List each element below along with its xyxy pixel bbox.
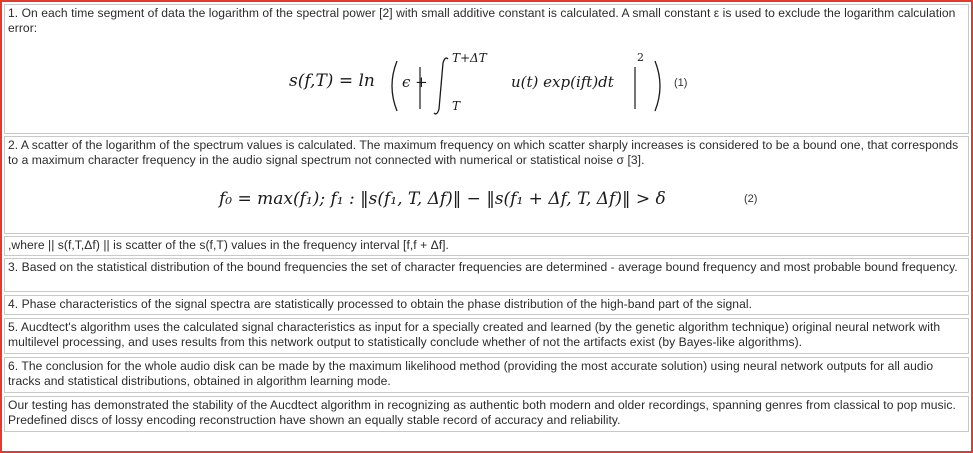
eq1-power: 2 — [637, 51, 644, 64]
section-3 — [4, 258, 969, 292]
paragraph-5: 5. Aucdtect's algorithm uses the calculated signal characteristics as input for a specially created and learned (by the genetic algorithm technique) original neural network with multilevel processing, and uses results from this network output to statistically conclude whether of not the artifacts exist (by Bayes-like algorithms). — [8, 320, 941, 349]
section-5 — [4, 318, 969, 354]
eq1-integrand: u(t) exp(ift)dt — [511, 73, 614, 91]
eq1-number: (1) — [674, 77, 688, 89]
section-6 — [4, 357, 969, 393]
eq1-epsilon-plus: ϵ + — [402, 73, 428, 91]
paragraph-where: ,where || s(f,T,Δf) || is scatter of the s(f,T) values in the frequency interval [f,f + Δf]. — [8, 238, 449, 252]
eq1-lower-limit: T — [452, 99, 461, 113]
paragraph-6: 6. The conclusion for the whole audio disk can be made by the maximum likelihood method (providing the most accurate solution) using neural network outputs for all audio tracks and statistical distributions, obtained in algorithm learning mode. — [8, 359, 934, 388]
eq2-number: (2) — [744, 193, 758, 205]
equation-2 — [5, 185, 968, 219]
section-4 — [4, 295, 969, 315]
section-1 — [4, 4, 969, 134]
paragraph-2: 2. A scatter of the logarithm of the spectrum values is calculated. The maximum frequency on which scatter sharply increases is considered to be a bound one, that corresponds to a maximum character frequency in the audio signal spectrum not connected with numerical or statistical noise σ [3]. — [8, 138, 959, 167]
section-where — [4, 236, 969, 256]
paragraph-3: 3. Based on the statistical distribution of the bound frequencies the set of character frequencies are determined - average bound frequency and most probable bound frequency. — [8, 260, 958, 274]
section-2 — [4, 136, 969, 234]
section-summary — [4, 396, 969, 432]
equation-1 — [5, 49, 968, 119]
eq1-upper-limit: T+ΔT — [452, 51, 487, 65]
eq1-lhs: s(f,T) = ln — [289, 71, 375, 91]
paragraph-4: 4. Phase characteristics of the signal spectra are statistically processed to obtain the phase distribution of the high-band part of the signal. — [8, 297, 752, 311]
paragraph-summary: Our testing has demonstrated the stability of the Aucdtect algorithm in recognizing as authentic both modern and older recordings, spanning genres from classical to pop music. Predefined discs of lossy encoding reconstruction have shown an equally stable record of accuracy and reliability. — [8, 398, 956, 427]
eq2-formula: f₀ = max(f₁); f₁ : ‖s(f₁, T, Δf)‖ − ‖s(f₁ + Δf, T, Δf)‖ > δ — [219, 189, 666, 209]
paragraph-1: 1. On each time segment of data the logarithm of the spectral power [2] with small additive constant is calculated. A small constant ε is used to exclude the logarithm calculation error: — [8, 6, 956, 35]
